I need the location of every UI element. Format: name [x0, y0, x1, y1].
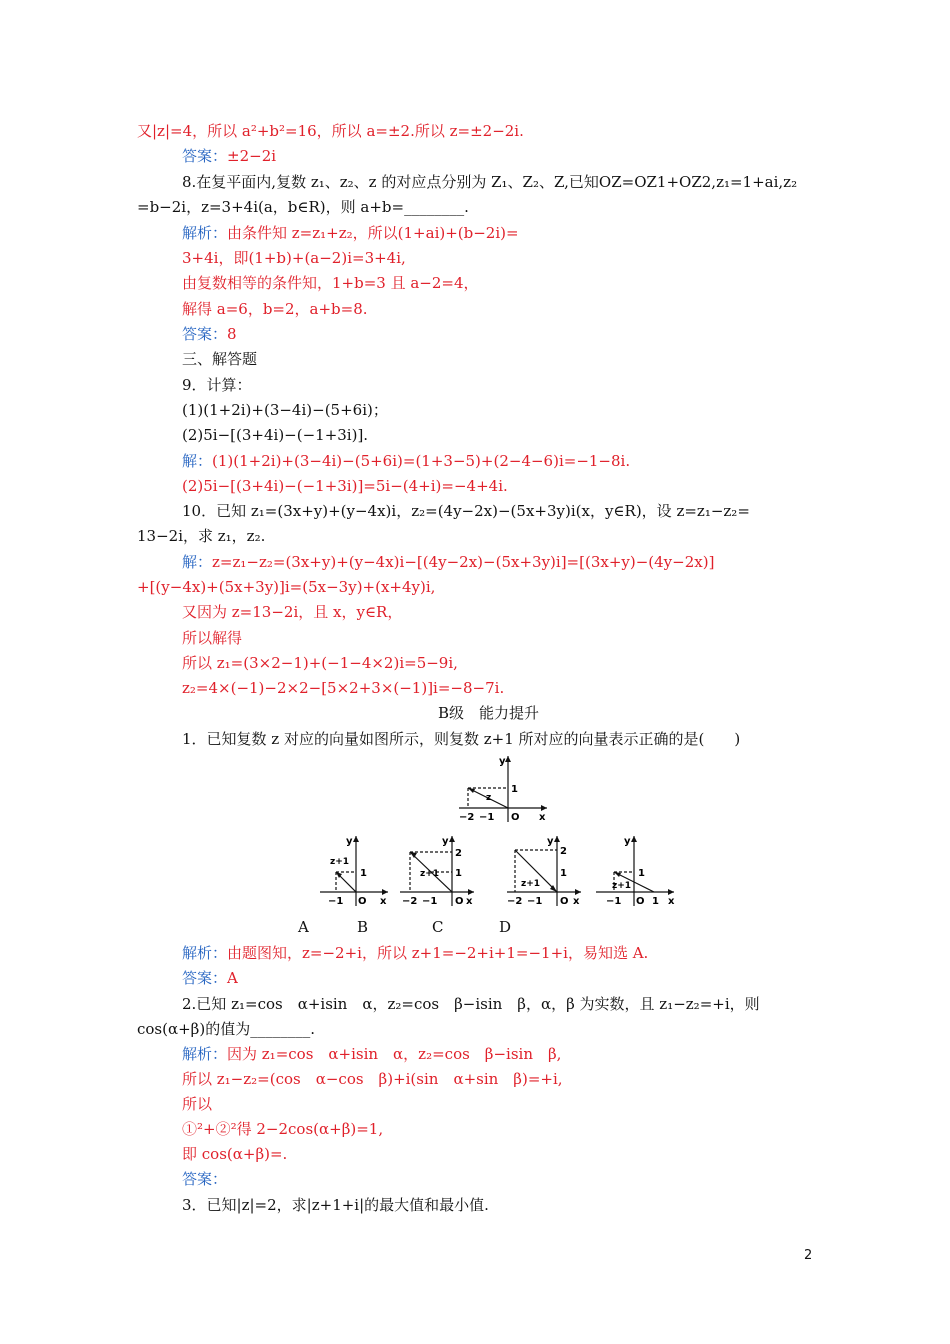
solution-10-4: 所以解得	[182, 629, 243, 647]
question-b1: 1．已知复数 z 对应的向量如图所示，则复数 z+1 所对应的向量表示正确的是( )	[182, 730, 741, 748]
solution-text: z=z₁−z₂=(3x+y)+(y−4x)i−[(4y−2x)−(5x+3y)i]=[(3x+y)−(4y−2x)]	[212, 553, 715, 571]
x-label: x	[539, 812, 546, 823]
x-arrow	[541, 805, 547, 811]
solution-text: 由题图知，z=−2+i，所以 z+1=−2+i+1=−1+i，易知选 A.	[227, 944, 649, 962]
solution-8-3: 由复数相等的条件知，1+b=3 且 a−2=4，	[182, 274, 479, 292]
solution-text: 由条件知 z=z₁+z₂，所以(1+ai)+(b−2i)=	[227, 224, 519, 242]
solution-b2-5: 即 cos(α+β)=.	[182, 1145, 288, 1163]
tick-minus-2: −2	[507, 896, 523, 907]
solution-b2-1	[182, 1045, 561, 1063]
answer-line-8	[182, 325, 237, 343]
tick-minus-1: −1	[479, 812, 495, 823]
tick-2: 2	[560, 846, 567, 857]
y-label: y	[499, 756, 506, 767]
solution-b2-2: 所以 z₁−z₂=(cos α−cos β)+i(sin α+sin β)=+i,	[182, 1070, 563, 1088]
figure-option-c	[505, 832, 585, 910]
answer-line-b1	[182, 969, 238, 987]
answer-label: 答案：	[182, 325, 228, 343]
question-10: 10．已知 z₁=(3x+y)+(y−4x)i，z₂=(4y−2x)−(5x+3y)i(x，y∈R)，设 z=z₁−z₂=	[182, 502, 750, 520]
solution-9-1	[182, 452, 630, 470]
solution-10-6: z₂=4×(−1)−2×2−[5×2+3×(−1)]i=−8−7i.	[182, 679, 505, 697]
vector-label: z	[486, 793, 492, 803]
solution-10-5: 所以 z₁=(3×2−1)+(−1−4×2)i=5−9i,	[182, 654, 458, 672]
vector-label: z+1	[330, 857, 350, 867]
solution-8-2: 3+4i，即(1+b)+(a−2)i=3+4i,	[182, 249, 406, 267]
solution-label: 解析：	[182, 944, 228, 962]
solution-b2-4: ①²+②²得 2−2cos(α+β)=1,	[182, 1120, 384, 1138]
x-label: x	[380, 896, 387, 907]
vector-label: z+1	[612, 881, 632, 891]
solution-label: 解：	[182, 452, 213, 470]
y-label: y	[624, 836, 631, 847]
y-arrow	[505, 756, 511, 762]
tick-1: 1	[360, 868, 367, 879]
tick-1: 1	[638, 868, 645, 879]
origin-label: O	[636, 896, 645, 907]
solution-label: 解析：	[182, 1045, 228, 1063]
figure-vector-z	[455, 752, 551, 824]
answer-value: ±2−2i	[227, 147, 277, 165]
figure-option-b	[398, 832, 478, 910]
origin-label: O	[455, 896, 464, 907]
solution-9-2: (2)5i−[(3+4i)−(−1+3i)]=5i−(4+i)=−4+4i.	[182, 477, 508, 495]
level-b-heading: B级 能力提升	[438, 704, 540, 722]
solution-10-1	[182, 553, 714, 571]
tick-1: 1	[560, 868, 567, 879]
tick-plus-1: 1	[652, 896, 659, 907]
answer-line-b2: 答案：	[182, 1170, 228, 1188]
x-label: x	[573, 896, 580, 907]
tick-minus-1: −1	[606, 896, 622, 907]
answer-value: 8	[227, 325, 237, 343]
origin-label: O	[511, 812, 520, 823]
question-9: 9．计算：	[182, 376, 252, 394]
vector-label: z+1	[521, 879, 541, 889]
answer-label: 答案：	[182, 969, 228, 987]
option-c-label: C	[432, 918, 444, 936]
solution-8-1	[182, 224, 519, 242]
y-label: y	[547, 836, 554, 847]
tick-minus-1: −1	[527, 896, 543, 907]
question-10-cont: 13−2i，求 z₁，z₂.	[137, 527, 266, 545]
question-9-1: (1)(1+2i)+(3−4i)−(5+6i)；	[182, 401, 388, 419]
figure-option-a	[316, 832, 392, 910]
answer-label: 答案：	[182, 147, 228, 165]
tick-minus-2: −2	[459, 812, 475, 823]
solution-b1	[182, 944, 648, 962]
tick-minus-1: −1	[422, 896, 438, 907]
option-b-label: B	[357, 918, 369, 936]
section-heading: 三、解答题	[182, 350, 258, 368]
question-8-cont: =b−2i，z=3+4i(a，b∈R)，则 a+b=________.	[137, 198, 469, 216]
x-label: x	[668, 896, 675, 907]
solution-10-2: +[(y−4x)+(5x+3y)]i=(5x−3y)+(x+4y)i,	[137, 578, 436, 596]
question-8: 8.在复平面内,复数 z₁、z₂、z 的对应点分别为 Z₁、Z₂、Z,已知OZ=OZ1+OZ2,z₁=1+ai,z₂	[182, 173, 798, 191]
y-label: y	[442, 836, 449, 847]
question-b2-cont: cos(α+β)的值为________.	[137, 1020, 315, 1038]
solution-label: 解：	[182, 553, 213, 571]
solution-10-3: 又因为 z=13−2i，且 x，y∈R，	[182, 603, 403, 621]
origin-label: O	[560, 896, 569, 907]
figure-option-d	[594, 832, 678, 910]
answer-line-1	[182, 147, 276, 165]
option-a-label: A	[298, 918, 309, 936]
x-label: x	[466, 896, 473, 907]
question-b3: 3．已知|z|=2，求|z+1+i|的最大值和最小值.	[182, 1196, 489, 1214]
option-d-label: D	[499, 918, 512, 936]
tick-1: 1	[511, 784, 518, 795]
question-9-2: (2)5i−[(3+4i)−(−1+3i)].	[182, 426, 369, 444]
question-b2: 2.已知 z₁=cos α+isin α，z₂=cos β−isin β，α，β 为实数，且 z₁−z₂=+i，则	[182, 995, 760, 1013]
tick-1: 1	[455, 868, 462, 879]
vector-label: z+1	[420, 869, 440, 879]
tick-minus-1: −1	[328, 896, 344, 907]
page-number: 2	[804, 1248, 813, 1263]
solution-label: 解析：	[182, 224, 228, 242]
line-1: 又|z|=4，所以 a²+b²=16，所以 a=±2.所以 z=±2−2i.	[137, 122, 524, 140]
tick-minus-2: −2	[402, 896, 418, 907]
solution-b2-3: 所以	[182, 1095, 213, 1113]
y-label: y	[346, 836, 353, 847]
solution-text: (1)(1+2i)+(3−4i)−(5+6i)=(1+3−5)+(2−4−6)i=−1−8i.	[212, 452, 631, 470]
answer-value: A	[227, 969, 238, 987]
tick-2: 2	[455, 848, 462, 859]
solution-8-4: 解得 a=6，b=2，a+b=8.	[182, 300, 368, 318]
solution-text: 因为 z₁=cos α+isin α，z₂=cos β−isin β,	[227, 1045, 562, 1063]
origin-label: O	[358, 896, 367, 907]
vector-arrowhead	[468, 788, 475, 793]
